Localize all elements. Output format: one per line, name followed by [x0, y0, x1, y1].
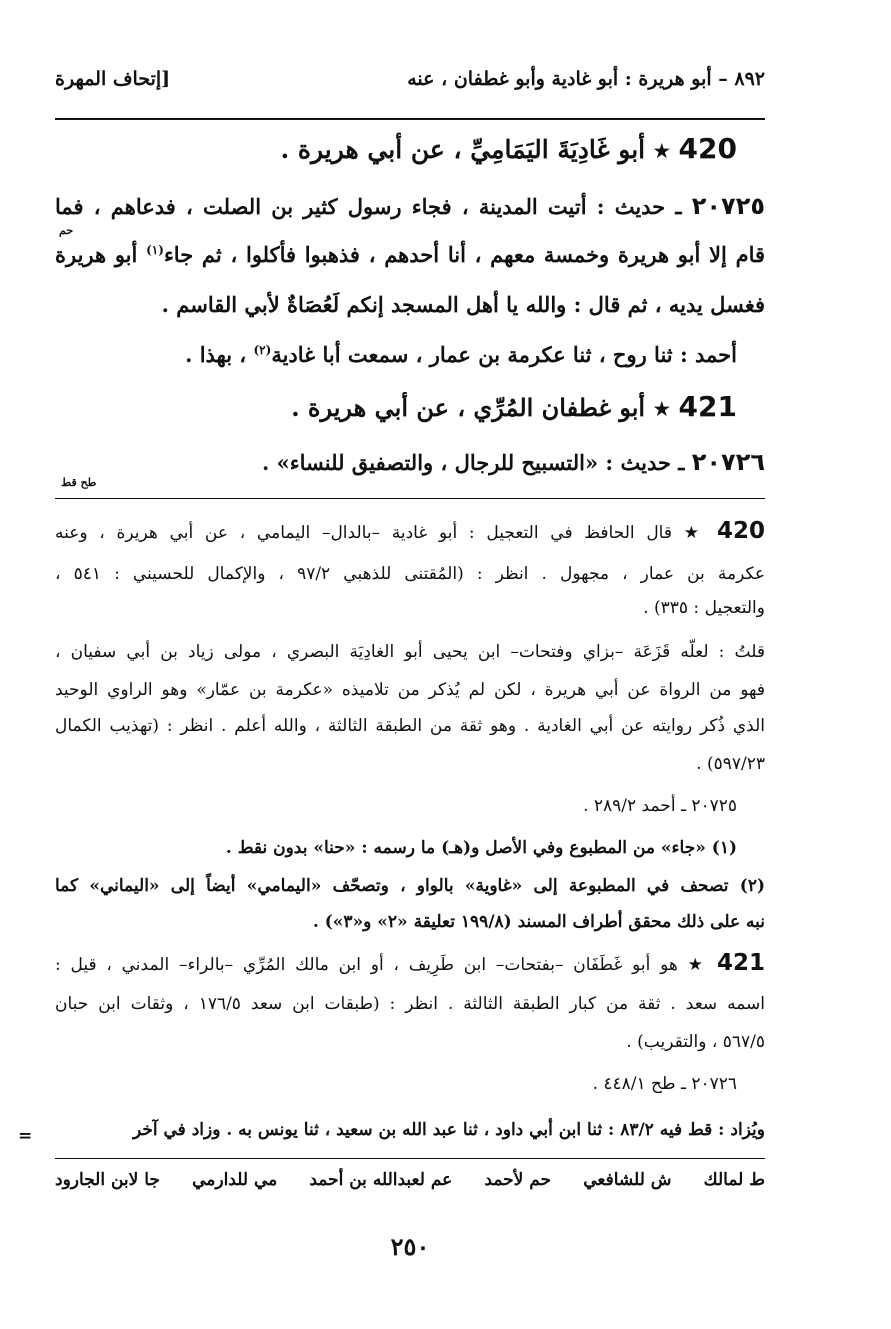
abbr-item: حم لأحمد — [484, 1170, 552, 1190]
header-rule — [55, 118, 765, 120]
hadith-text: قام إلا أبو هريرة وخمسة معهم ، أنا أحدهم ، فذهبوا فأكلوا ، ثم جاء — [163, 242, 766, 267]
note-421-line3: ٥٦٧/٥ ، والتقريب) . — [626, 1032, 765, 1052]
ref-20725: ٢٠٧٢٥ ـ أحمد ٢٨٩/٢ . — [583, 796, 737, 816]
note-420-line2: عكرمة بن عمار ، مجهول . انظر : (المُقتنى للذهبي ٩٧/٢ ، والإكمال للحسيني : ٥٤١ ، — [55, 564, 765, 584]
narrator-name: أبو غطفان المُرِّي ، عن أبي هريرة . — [291, 393, 646, 422]
note-420-line1 — [55, 518, 765, 544]
footnote-2-line2: نبه على ذلك محقق أطراف المسند (١٩٩/٨ تعليقة «٢» و«٣») . — [312, 912, 765, 932]
footnote-2-line1: (٢) تصحف في المطبوعة إلى «غاوية» بالواو ، وتصحّف «اليمامي» أيضاً إلى «اليماني» كما — [55, 876, 765, 896]
hadith-20725-line2 — [55, 242, 765, 267]
note-421-line1 — [55, 950, 765, 976]
footer-rule — [55, 1158, 765, 1159]
source-mark: حم — [59, 224, 74, 237]
note-text: هو أبو غَطَفَان –بفتحات– ابن طَرِيف ، أو ابن مالك المُرِّي –بالراء– المدني ، قيل : — [55, 955, 678, 975]
narrator-name: أبو غَادِيَةَ اليَمَامِيِّ ، عن أبي هريرة . — [280, 135, 646, 164]
running-header — [55, 68, 765, 98]
source-mark: طح قط — [61, 476, 97, 489]
note-number: 421 — [717, 950, 766, 976]
abbr-item: مي للدارمي — [192, 1170, 278, 1190]
abbr-item: جا لابن الجارود — [55, 1170, 160, 1190]
header-left-title: [إتحاف المهرة — [55, 68, 171, 90]
star-icon: ★ — [652, 139, 672, 163]
star-icon: ★ — [652, 397, 672, 421]
section-420-heading — [55, 132, 737, 165]
note-421-line2: اسمه سعد . ثقة من كبار الطبقة الثالثة . انظر : (طبقات ابن سعد ١٧٦/٥ ، وثقات ابن حبان — [55, 994, 765, 1014]
footnote-1: (١) «جاء» من المطبوع وفي الأصل و(هـ) ما رسمه : «حنا» بدون نقط . — [225, 838, 737, 858]
hadith-text: أبو هريرة — [55, 242, 147, 267]
continuation-mark: = — [18, 1126, 33, 1146]
abbreviation-key — [55, 1170, 765, 1200]
abbr-item: ش للشافعي — [583, 1170, 672, 1190]
note-420-line3: والتعجيل : ٣٣٥) . — [643, 598, 765, 618]
note-qultu-line3: الذي ذُكر روايته عن أبي الغادية . وهو ثقة من الطبقة الثالثة ، والله أعلم . انظر : (تهذيب الكمال — [55, 716, 765, 736]
note-qultu-line1: قلتُ : لعلّه قَزَعَة –بزاي وفتحات– ابن يحيى أبو الغادِيَة البصري ، مولى زياد بن أبي سفيان ، — [55, 642, 765, 662]
yuzad-line: ويُزاد : قط فيه ٨٣/٢ : ثنا ابن أبي داود ، ثنا عبد الله بن سعيد ، ثنا يونس به . وزاد في آخر — [132, 1120, 765, 1140]
hadith-20726 — [55, 448, 765, 476]
note-qultu-line4: ٥٩٧/٢٣) . — [696, 754, 765, 774]
section-421-heading — [55, 390, 737, 423]
hadith-text: ـ حديث : «التسبيح للرجال ، والتصفيق للنساء» . — [262, 450, 685, 475]
isnad-text: أحمد : ثنا روح ، ثنا عكرمة بن عمار ، سمعت أبا غادية — [271, 342, 737, 367]
hadith-20725-line1 — [55, 192, 765, 220]
note-qultu-line2: فهو من الرواة عن أبي هريرة ، لكن لم يُذكر من تلاميذه «عكرمة بن عمّار» وهو الراوي الوحيد — [55, 680, 765, 700]
note-number: 420 — [717, 518, 766, 544]
footnote-ref: (٢) — [253, 343, 272, 357]
hadith-number: ٢٠٧٢٥ — [691, 192, 765, 220]
header-right-title: ٨٩٢ – أبو هريرة : أبو غادية وأبو غطفان ، عنه — [407, 68, 765, 90]
hadith-text: ـ حديث : أتيت المدينة ، فجاء رسول كثير بن الصلت ، فدعاهم ، فما — [55, 194, 682, 219]
hadith-number: ٢٠٧٢٦ — [691, 448, 765, 476]
document-page — [55, 0, 765, 1329]
star-icon: ★ — [683, 523, 706, 543]
ref-20726: ٢٠٧٢٦ ـ طح ٤٤٨/١ . — [592, 1074, 737, 1094]
hadith-20725-line3: فغسل يديه ، ثم قال : والله يا أهل المسجد إنكم لَعُصَاةٌ لأبي القاسم . — [161, 292, 765, 317]
abbr-item: عم لعبدالله بن أحمد — [309, 1170, 453, 1190]
note-text: قال الحافظ في التعجيل : أبو غادية –بالدال– اليمامي ، عن أبي هريرة ، وعنه — [55, 523, 672, 543]
footnote-ref: (١) — [146, 243, 164, 257]
star-icon: ★ — [687, 955, 708, 975]
isnad-line — [55, 342, 737, 367]
page-number: ٢٥٠ — [390, 1232, 430, 1261]
section-number: 421 — [678, 390, 737, 423]
section-number: 420 — [678, 132, 737, 165]
abbr-item: ط لمالك — [703, 1170, 765, 1190]
isnad-text: ، بهذا . — [185, 342, 254, 367]
notes-rule — [55, 498, 765, 499]
